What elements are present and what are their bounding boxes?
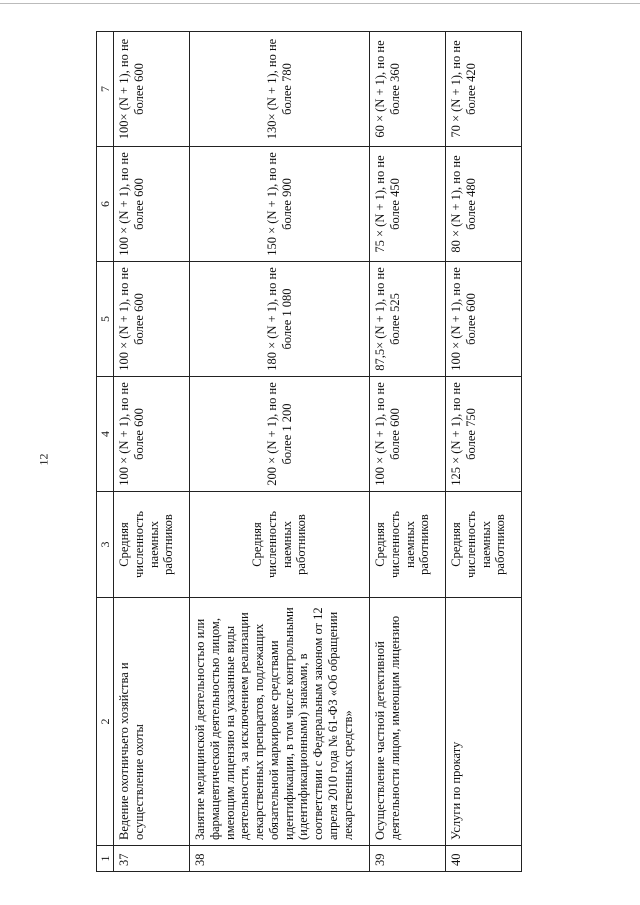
col-header: 2 — [97, 598, 114, 846]
col-header: 1 — [97, 846, 114, 872]
value-cell: 80 × (N + 1), но не более 480 — [446, 147, 522, 262]
value-cell: 100 × (N + 1), но не более 600 — [114, 262, 190, 377]
value-cell: 100 × (N + 1), но не более 600 — [370, 377, 446, 492]
header-row — [97, 32, 114, 872]
activity-cell: Осуществление частной детективной деятельности лицом, имеющим лицензию — [370, 598, 446, 846]
value-cell: 75 × (N + 1), но не более 450 — [370, 147, 446, 262]
activity-cell: Ведение охотничьего хозяйства и осуществление охоты — [114, 598, 190, 846]
row-number: 40 — [446, 846, 522, 872]
table-row — [190, 32, 370, 872]
indicator-cell: Средняя численность наемных работников — [446, 492, 522, 598]
value-cell: 130× (N + 1), но не более 780 — [190, 32, 370, 147]
col-header: 6 — [97, 147, 114, 262]
value-cell: 180 × (N + 1), но не более 1 080 — [190, 262, 370, 377]
activity-cell: Услуги по прокату — [446, 598, 522, 846]
value-cell: 100× (N + 1), но не более 600 — [114, 32, 190, 147]
col-header: 5 — [97, 262, 114, 377]
indicator-cell: Средняя численность наемных работников — [370, 492, 446, 598]
row-number: 38 — [190, 846, 370, 872]
indicator-cell: Средняя численность наемных работников — [190, 492, 370, 598]
value-cell: 125 × (N + 1), но не более 750 — [446, 377, 522, 492]
indicator-cell: Средняя численность наемных работников — [114, 492, 190, 598]
value-cell: 200 × (N + 1), но не более 1 200 — [190, 377, 370, 492]
value-cell: 100 × (N + 1), но не более 600 — [114, 377, 190, 492]
col-header: 4 — [97, 377, 114, 492]
table-row — [114, 32, 190, 872]
col-header: 3 — [97, 492, 114, 598]
table-row — [446, 32, 522, 872]
row-number: 39 — [370, 846, 446, 872]
value-cell: 100 × (N + 1), но не более 600 — [446, 262, 522, 377]
activity-cell: Занятие медицинской деятельностью или фармацевтической деятельностью лицом, имеющим лицензию на указанные виды деятельности, за исключением реализации лекарственных препаратов, подлежащих обязательной маркировке средствами идентификации, в том числе контрольными (идентификационными) знаками, в соответствии с Федеральным законом от 12 апреля 2010 года № 61-ФЗ «Об обращении лекарственных средств» — [190, 598, 370, 846]
table-row — [370, 32, 446, 872]
row-number: 37 — [114, 846, 190, 872]
page-number: 12 — [36, 453, 51, 466]
rotated-table-container — [96, 32, 506, 872]
value-cell: 60 × (N + 1), но не более 360 — [370, 32, 446, 147]
value-cell: 87,5× (N + 1), но не более 525 — [370, 262, 446, 377]
tariff-table — [96, 31, 522, 872]
value-cell: 100 × (N + 1), но не более 600 — [114, 147, 190, 262]
col-header: 7 — [97, 32, 114, 147]
value-cell: 70 × (N + 1), но не более 420 — [446, 32, 522, 147]
top-rule — [0, 3, 640, 4]
value-cell: 150 × (N + 1), но не более 900 — [190, 147, 370, 262]
